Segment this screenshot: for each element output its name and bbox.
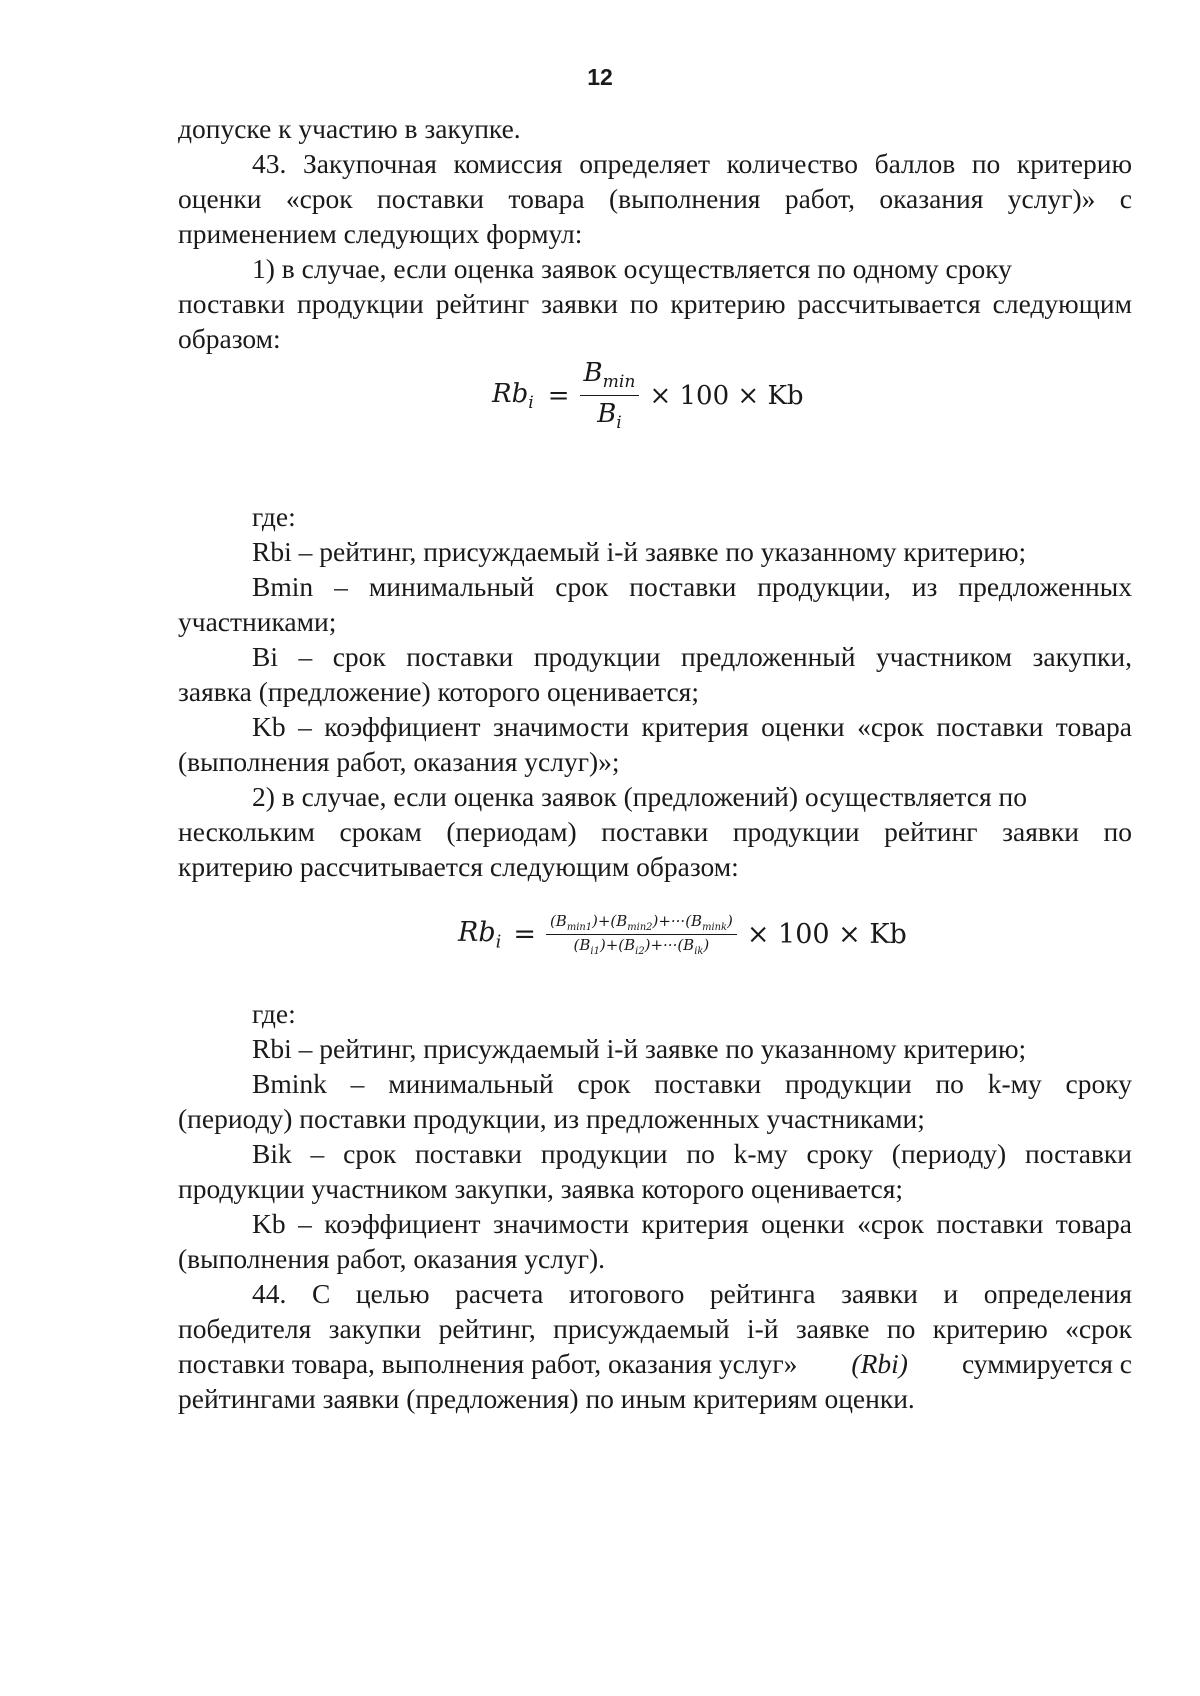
text-line: нескольким срокам (периодам) поставки продукции рейтинг заявки по xyxy=(178,816,1132,847)
formula-numerator: $B_{min}$ xyxy=(580,358,640,396)
list-item-2: 2) в случае, если оценка заявок (предложений) осуществляется по xyxy=(252,781,1027,812)
text-line: оценки «срок поставки товара (выполнения работ, оказания услуг)» с xyxy=(178,183,1132,214)
text-line: образом: xyxy=(178,323,281,354)
formula-fraction xyxy=(580,358,640,433)
where-label: где: xyxy=(252,998,296,1029)
paragraph-44-line: 44. С целью расчета итогового рейтинга заявки и определения xyxy=(252,1278,1132,1309)
formula-lhs: $Rb_i$ xyxy=(458,916,502,953)
formula-fraction xyxy=(546,912,737,957)
formula-multi-term xyxy=(458,912,907,957)
text-line: критерию рассчитывается следующим образом: xyxy=(178,851,739,882)
text-line: (периоду) поставки продукции, из предложенных участниками; xyxy=(178,1103,925,1134)
text-line: рейтингами заявки (предложения) по иным критериям оценки. xyxy=(178,1383,915,1414)
definition-rbi: Rbi – рейтинг, присуждаемый i-й заявке по указанному критерию; xyxy=(252,1033,1027,1064)
formula-numerator: $(B_{min1})+(B_{min2})+\cdot\cdot\cdot(B_{mink})$ xyxy=(546,912,737,935)
text-line: участниками; xyxy=(178,606,337,637)
text-line: (выполнения работ, оказания услуг). xyxy=(178,1243,606,1274)
formula-single-term xyxy=(492,358,804,433)
formula-lhs: $Rb_i$ xyxy=(492,378,534,413)
formula-denominator: $(B_{i1})+(B_{i2})+\cdot\cdot\cdot(B_{ik})$ xyxy=(573,936,710,957)
formula-tail: × 100 × Kb xyxy=(649,380,804,411)
text-line: (выполнения работ, оказания услуг)»; xyxy=(178,746,620,777)
text-line xyxy=(178,1345,1132,1383)
formula-eq: = xyxy=(513,919,536,950)
formula-eq: = xyxy=(547,380,570,411)
list-item-1: 1) в случае, если оценка заявок осуществляется по одному сроку xyxy=(252,253,1012,284)
definition-bmin: Bmin – минимальный срок поставки продукции, из предложенных xyxy=(252,571,1132,602)
text-line: заявка (предложение) которого оценивается; xyxy=(178,676,699,707)
definition-bik: Bik – срок поставки продукции по k-му сроку (периоду) поставки xyxy=(252,1138,1132,1169)
formula-tail: × 100 × Kb xyxy=(746,919,907,950)
formula-denominator: $B_i$ xyxy=(597,399,622,434)
text-line: поставки продукции рейтинг заявки по критерию рассчитывается следующим xyxy=(178,288,1132,319)
text-segment: поставки товара, выполнения работ, оказания услуг» xyxy=(178,1348,798,1379)
text-line: допуске к участию в закупке. xyxy=(178,113,521,144)
text-line: победителя закупки рейтинг, присуждаемый i-й заявке по критерию «срок xyxy=(178,1313,1132,1344)
paragraph-43-line: 43. Закупочная комиссия определяет количество баллов по критерию xyxy=(252,148,1132,179)
definition-kb: Kb – коэффициент значимости критерия оценки «срок поставки товара xyxy=(252,711,1132,742)
definition-rbi: Rbi – рейтинг, присуждаемый i-й заявке по указанному критерию; xyxy=(252,536,1027,567)
text-line: продукции участником закупки, заявка которого оценивается; xyxy=(178,1173,903,1204)
page-number: 12 xyxy=(587,64,613,90)
text-segment: суммируется с xyxy=(961,1348,1132,1379)
where-label: где: xyxy=(252,501,296,532)
definition-bmink: Bmink – минимальный срок поставки продукции по k-му сроку xyxy=(252,1068,1132,1099)
text-line: применением следующих формул: xyxy=(178,218,583,249)
definition-kb: Kb – коэффициент значимости критерия оценки «срок поставки товара xyxy=(252,1208,1132,1239)
definition-bi: Bi – срок поставки продукции предложенный участником закупки, xyxy=(252,641,1132,672)
inline-formula-rbi: (Rbi) xyxy=(851,1348,908,1379)
